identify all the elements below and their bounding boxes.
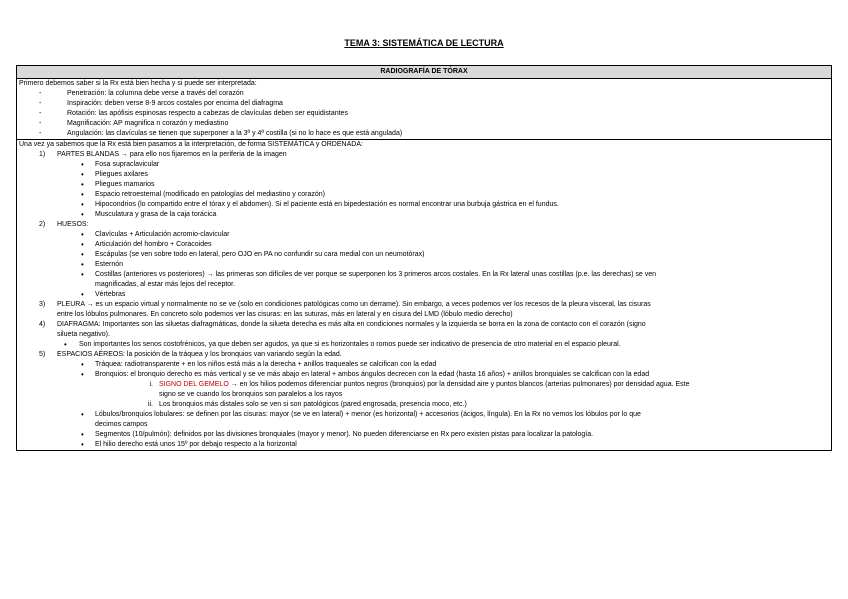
list-item: • Espacio retroesternal (modificado en patologías del mediastino y corazón)	[19, 190, 829, 200]
list-item: • Escápulas (se ven sobre todo en lateral, pero OJO en PA no confundir su cara medial con un neumotórax)	[19, 250, 829, 260]
interpretation-intro: Una vez ya sabemos que la Rx está bien pasamos a la interpretación, de forma SISTEMÁTICA y ORDENADA:	[19, 141, 363, 148]
list-item: • Musculatura y grasa de la caja torácica	[19, 210, 829, 220]
interpretation-section	[17, 139, 831, 450]
point-huesos: 2) HUESOS:	[39, 221, 89, 228]
list-item: • El hilio derecho está unos 15º por debajo respecto a la horizontal	[19, 440, 829, 450]
list-item-costillas-cont: magnificadas, al estar más lejos del receptor.	[95, 281, 236, 288]
list-item: • Lóbulos/bronquios lobulares: se definen por las cisuras: mayor (se ve en lateral) + menor (es horizontal) + accesorios (ácigos, língula). En la Rx no vemos los lóbulos por lo que	[19, 410, 829, 420]
quality-item: - Angulación: las clavículas se tienen que superponer a la 3ª y 4ª costilla (si no lo hace es que está angulada)	[19, 129, 829, 139]
list-item: • Pliegues axilares	[19, 170, 829, 180]
point-pleura: 3) PLEURA → es un espacio virtual y normalmente no se ve (solo en condiciones patológicas como un derrame). Sin embargo, a veces podemos ver los recesos de la pleura visceral, las cisuras	[39, 301, 651, 308]
list-item: • Esternón	[19, 260, 829, 270]
table-header: RADIOGRAFÍA DE TÓRAX	[17, 66, 831, 79]
quality-intro: Primero debemos saber si la Rx está bien hecha y si puede ser interpretada:	[19, 80, 257, 87]
point-pleura-cont: entre los lóbulos pulmonares. En concreto solo podemos ver las cisuras: en las suturas, más en lateral y en cisura del LMD (lóbulo medio derecho)	[57, 311, 513, 318]
point-diafragma-cont: silueta negativo).	[57, 331, 110, 338]
list-item-costillas: • Costillas (anteriores vs posteriores) → las primeras son difíciles de ver porque se superponen los 3 primeros arcos costales. En la Rx lateral unas costillas (p.e. las derechas) se ven	[19, 270, 829, 280]
content-table	[16, 65, 832, 451]
roman-item-i: i. SIGNO DEL GEMELO → en los hilios podemos diferenciar puntos negros (bronquios) por la densidad aire y puntos blancos (arterias pulmonares) por densidad agua. Este	[149, 381, 690, 388]
quality-item: - Rotación: las apófisis espinosas respecto a cabezas de clavículas deben ser equidistantes	[19, 109, 829, 119]
point-espacios-aereos: 5) ESPACIOS AÉREOS: la posición de la tráquea y los bronquios van variando según la edad.	[39, 351, 342, 358]
point-diafragma: 4) DIAFRAGMA: Importantes son las siluetas diafragmáticas, donde la silueta derecha es más alta en condiciones normales y la izquierda se borra en la zona de contacto con el corazón (signo	[39, 321, 646, 328]
list-item: • Pliegues mamarios	[19, 180, 829, 190]
quality-item: - Magnificación: AP magnifica n corazón y mediastino	[19, 119, 829, 129]
list-item: • Segmentos (10/pulmón): definidos por las divisiones bronquiales (mayor y menor). No pueden diferenciarse en Rx pero existen pistas para localizar la patología.	[19, 430, 829, 440]
roman-item-i-cont: signo se ve cuando los bronquios son paralelos a los rayos	[159, 391, 343, 398]
point-partes-blandas: 1) PARTES BLANDAS → para ello nos fijaremos en la periferia de la imagen	[39, 151, 287, 158]
list-item: • Vértebras	[19, 290, 829, 300]
signo-gemelo-label: SIGNO DEL GEMELO	[159, 381, 229, 388]
quality-item: - Inspiración: deben verse 8-9 arcos costales por encima del diafragma	[19, 99, 829, 109]
quality-section	[17, 79, 831, 139]
document-title: TEMA 3: SISTEMÁTICA DE LECTURA	[344, 38, 504, 48]
list-item: • Fosa supraclavicular	[19, 160, 829, 170]
roman-item-ii: ii. Los bronquios más distales solo se ven si son patológicos (pared engrosada, presencia moco, etc.)	[147, 401, 467, 408]
list-item: • Son importantes los senos costofrénicos, ya que deben ser agudos, ya que si es horizontales o romos puede ser indicativo de presencia de otro material en el espacio pleural.	[19, 340, 829, 350]
list-item: • Articulación del hombro + Coracoides	[19, 240, 829, 250]
list-item: • Hipocondrios (lo compartido entre el tórax y el abdomen). Si el paciente está en bipedestación es normal encontrar una burbuja gástrica en el fundus.	[19, 200, 829, 210]
list-item-cont: decimos campos	[95, 421, 148, 428]
quality-item: - Penetración: la columna debe verse a través del corazón	[19, 89, 829, 99]
list-item: • Clavículas + Articulación acromio-clavicular	[19, 230, 829, 240]
list-item: • Tráquea: radiotransparente + en los niños está más a la derecha + anillos traqueales se calcifican con la edad	[19, 360, 829, 370]
list-item: • Bronquios: el bronquio derecho es más vertical y se ve más abajo en lateral + ambos ángulos decrecen con la edad (hasta 16 años) + anillos bronquiales se calcifican con la edad	[19, 370, 829, 380]
